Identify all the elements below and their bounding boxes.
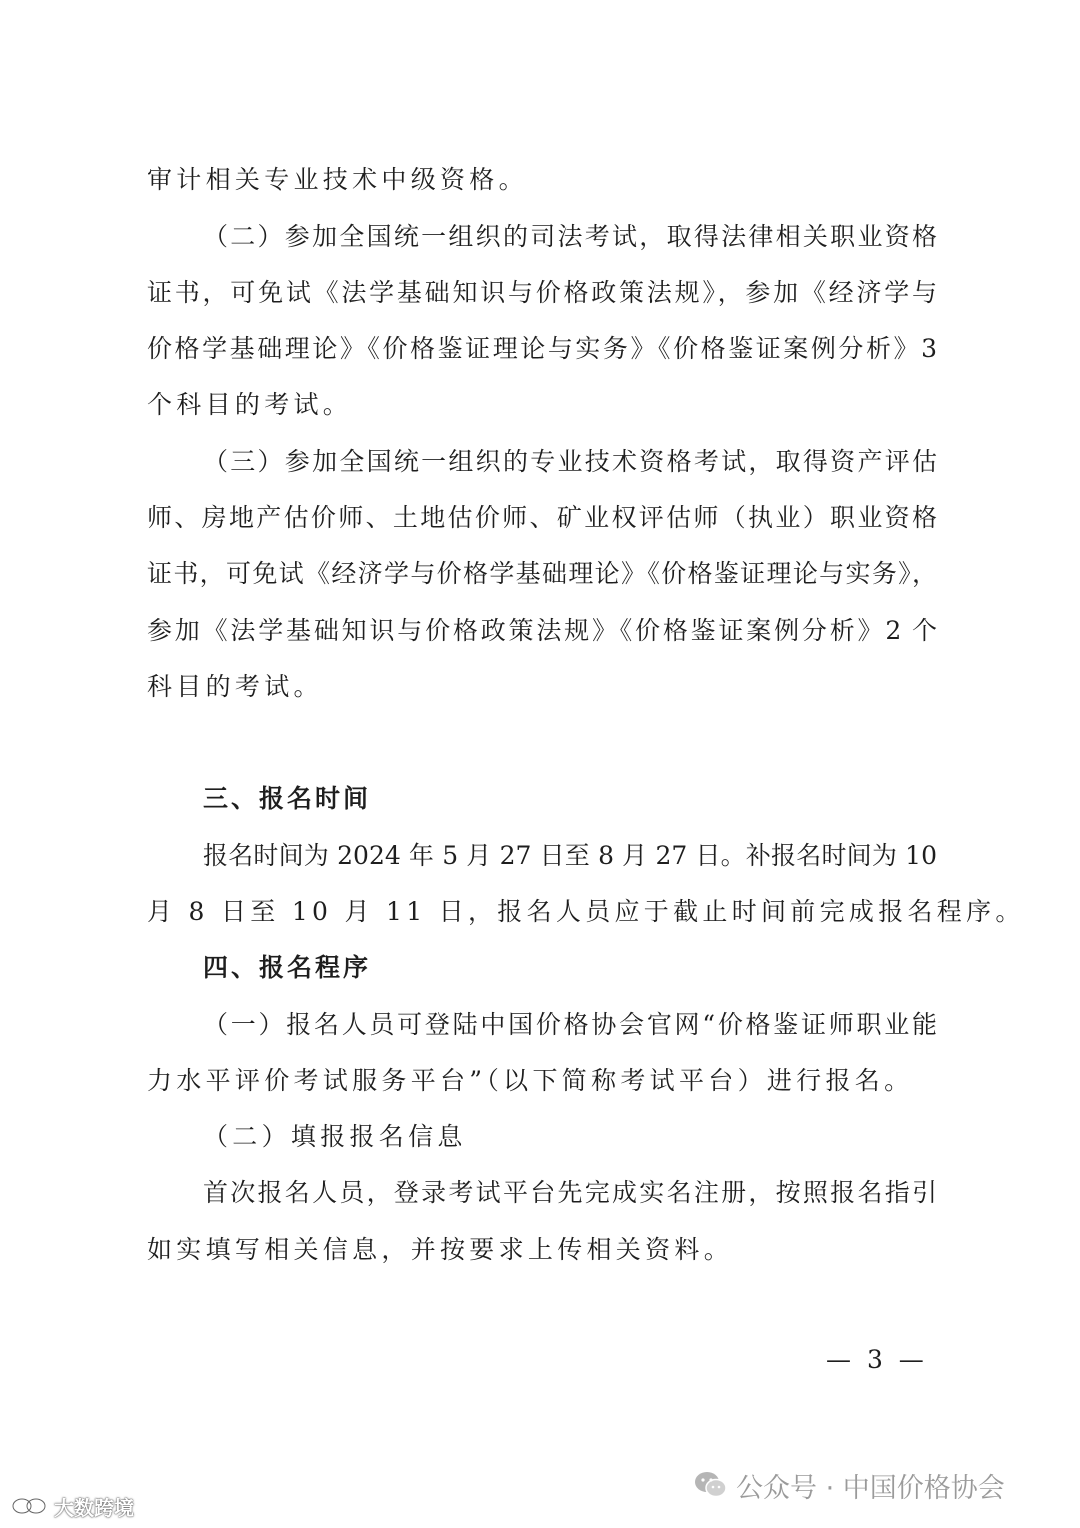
paragraph-line: 月 8 日至 10 月 11 日，报名人员应于截止时间前完成报名程序。 — [147, 897, 1025, 926]
page-number: — 3 — — [826, 1345, 928, 1374]
watermark-text: 公众号 · 中国价格协会 — [736, 1472, 1005, 1504]
paragraph-line: （二）填报报名信息 — [203, 1122, 467, 1151]
paragraph-line: 个科目的考试。 — [147, 390, 353, 419]
watermark-text: 大数跨境 — [54, 1495, 134, 1520]
paragraph-line: 价格学基础理论》《价格鉴证理论与实务》《价格鉴证案例分析》3 — [147, 334, 937, 363]
paragraph-line: 报名时间为 2024 年 5 月 27 日至 8 月 27 日。补报名时间为 10 — [203, 841, 937, 870]
link-logo-icon — [10, 1494, 50, 1518]
wechat-watermark — [694, 1463, 1005, 1507]
paragraph-line: 证书，可免试《法学基础知识与价格政策法规》，参加《经济学与 — [147, 278, 937, 307]
paragraph-line: 力水平评价考试服务平台”（以下简称考试平台）进行报名。 — [147, 1066, 914, 1095]
paragraph-line: 审计相关专业技术中级资格。 — [147, 165, 528, 194]
paragraph-line: 首次报名人员，登录考试平台先完成实名注册，按照报名指引 — [203, 1178, 937, 1207]
section-heading: 三、报名时间 — [203, 784, 372, 813]
section-heading: 四、报名程序 — [203, 953, 372, 982]
paragraph-line: 师、房地产估价师、土地估价师、矿业权评估师（执业）职业资格 — [147, 503, 937, 532]
paragraph-line: （三）参加全国统一组织的专业技术资格考试，取得资产评估 — [203, 447, 937, 476]
corner-watermark — [10, 1492, 134, 1520]
paragraph-line: 参加《法学基础知识与价格政策法规》《价格鉴证案例分析》2 个 — [147, 616, 937, 645]
paragraph-line: 如实填写相关信息，并按要求上传相关资料。 — [147, 1235, 734, 1264]
paragraph-line: （一）报名人员可登陆中国价格协会官网“价格鉴证师职业能 — [203, 1010, 937, 1039]
paragraph-line: （二）参加全国统一组织的司法考试，取得法律相关职业资格 — [203, 222, 937, 251]
paragraph-line: 证书，可免试《经济学与价格学基础理论》《价格鉴证理论与实务》， — [147, 559, 937, 588]
wechat-icon — [694, 1470, 728, 1500]
paragraph-line: 科目的考试。 — [147, 672, 323, 701]
